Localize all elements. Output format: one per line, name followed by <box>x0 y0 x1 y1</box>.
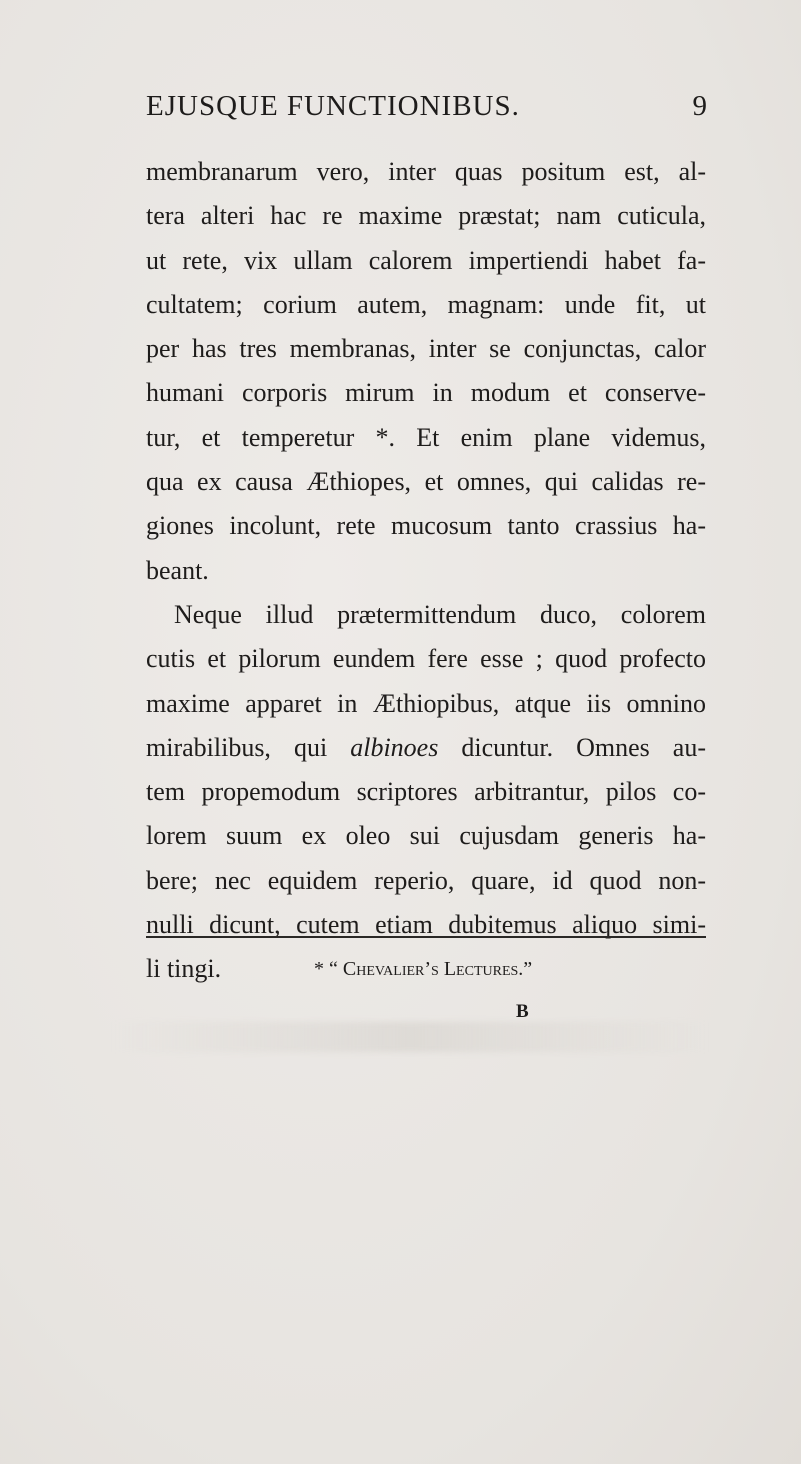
signature-mark: B <box>516 1001 529 1022</box>
text-line: qua ex causa Æthiopes, et omnes, qui calidas re- <box>146 467 706 497</box>
text-segment: mirabilibus, qui <box>146 732 351 762</box>
page-number: 9 <box>692 90 708 122</box>
text-segment: dicuntur. Omnes au- <box>438 732 706 762</box>
text-line: giones incolunt, rete mucosum tanto crassius ha- <box>146 511 706 541</box>
text-line: li tingi. <box>146 954 222 984</box>
text-line: lorem suum ex oleo sui cujusdam generis ha- <box>146 821 706 851</box>
italic-term: albinoes <box>350 732 439 762</box>
footnote-divider <box>146 936 706 938</box>
text-line: beant. <box>146 555 209 585</box>
running-title: EJUSQUE FUNCTIONIBUS. <box>146 90 520 122</box>
text-line: bere; nec equidem reperio, quare, id quod non- <box>146 865 706 895</box>
text-line: nulli dicunt, cutem etiam dubitemus aliquo simi- <box>146 910 706 940</box>
text-line: humani corporis mirum in modum et conserve- <box>146 378 706 408</box>
text-line: cultatem; corium autem, magnam: unde fit, ut <box>146 289 706 319</box>
text-line: maxime apparet in Æthiopibus, atque iis omnino <box>146 688 706 718</box>
text-line: tem propemodum scriptores arbitrantur, pilos co- <box>146 777 706 807</box>
text-line: membranarum vero, inter quas positum est, al- <box>146 157 706 186</box>
text-line: tur, et temperetur *. Et enim plane videmus, <box>146 422 706 452</box>
text-line: tera alteri hac re maxime præstat; nam cuticula, <box>146 201 706 231</box>
text-line-with-italic <box>146 726 706 770</box>
body-text <box>146 150 706 992</box>
text-line: ut rete, vix ullam calorem impertiendi habet fa- <box>146 245 706 275</box>
text-line: cutis et pilorum eundem fere esse ; quod profecto <box>146 644 706 674</box>
paragraph-start-line: Neque illud prætermittendum duco, colorem <box>174 599 706 629</box>
text-line: per has tres membranas, inter se conjunctas, calor <box>146 334 706 364</box>
page-header <box>146 90 706 130</box>
footnote: * “ Chevalier’s Lectures.” <box>314 958 533 980</box>
show-through-smudge <box>110 1022 710 1052</box>
